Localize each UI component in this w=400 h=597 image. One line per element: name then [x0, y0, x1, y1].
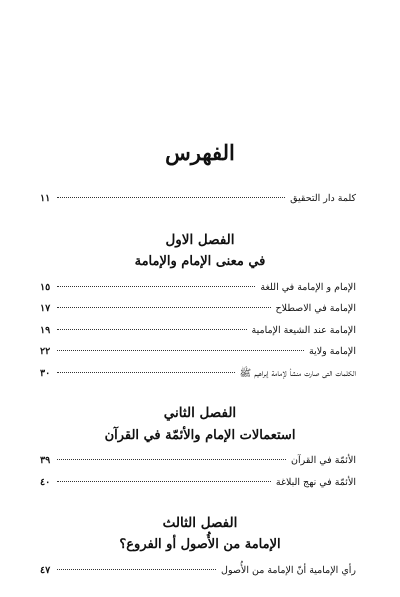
toc-entry[interactable] — [40, 367, 356, 381]
chapter-2-subtitle: استعمالات الإمام والأئمّة في القرآن — [104, 428, 296, 443]
leader-dots — [57, 329, 247, 330]
entry-label: كلمة دار التحقيق — [290, 193, 356, 204]
entry-label: الإمامة في الاصطلاح — [275, 303, 356, 314]
entry-page: ١١ — [40, 193, 51, 204]
toc-entry[interactable] — [40, 476, 356, 490]
leader-dots — [57, 569, 216, 570]
toc-entry[interactable] — [40, 564, 356, 578]
page-title: الفهرس — [165, 140, 235, 165]
entry-page: ٣٩ — [40, 455, 51, 466]
chapter-1-title: الفصل الاول — [165, 232, 235, 248]
chapter-3-title: الفصل الثالث — [162, 515, 238, 531]
chapter-2-title: الفصل الثاني — [163, 405, 237, 421]
leader-dots — [57, 286, 255, 287]
leader-dots — [57, 481, 271, 482]
entry-label: الأئمّة في نهج البلاغة — [275, 477, 356, 488]
toc-entry[interactable] — [40, 454, 356, 468]
toc-entry[interactable] — [40, 302, 356, 316]
toc-entry[interactable] — [40, 324, 356, 338]
chapter-1-subtitle: في معنى الإمام والإمامة — [134, 254, 266, 269]
entry-page: ٤٠ — [40, 477, 51, 488]
entry-page: ١٧ — [40, 303, 51, 314]
leader-dots — [57, 350, 304, 351]
leader-dots — [57, 197, 285, 198]
entry-page: ٤٧ — [40, 565, 51, 576]
entry-label: الإمام و الإمامة في اللغة — [260, 282, 356, 293]
entry-page: ٢٢ — [40, 346, 51, 357]
entry-label: الأئمّة في القرآن — [291, 455, 356, 466]
entry-label: الكلمات التى صارت منشأ لإمامة إبراهيم ﷺ — [239, 368, 356, 379]
entry-page: ١٩ — [40, 325, 51, 336]
entry-label: الإمامة عند الشيعة الإمامية — [251, 325, 356, 336]
toc-entry[interactable] — [40, 281, 356, 295]
chapter-3-subtitle: الإمامة من الأُصول أو الفروع؟ — [119, 537, 281, 552]
entry-label: الإمامة ولاية — [309, 346, 356, 357]
entry-page: ٣٠ — [40, 368, 51, 379]
leader-dots — [57, 372, 235, 373]
entry-page: ١٥ — [40, 282, 51, 293]
leader-dots — [57, 459, 286, 460]
toc-entry-intro[interactable] — [40, 192, 356, 206]
entry-label: رأي الإمامية أنّ الإمامة من الأُصول — [221, 565, 356, 576]
toc-entry[interactable] — [40, 345, 356, 359]
leader-dots — [57, 307, 271, 308]
